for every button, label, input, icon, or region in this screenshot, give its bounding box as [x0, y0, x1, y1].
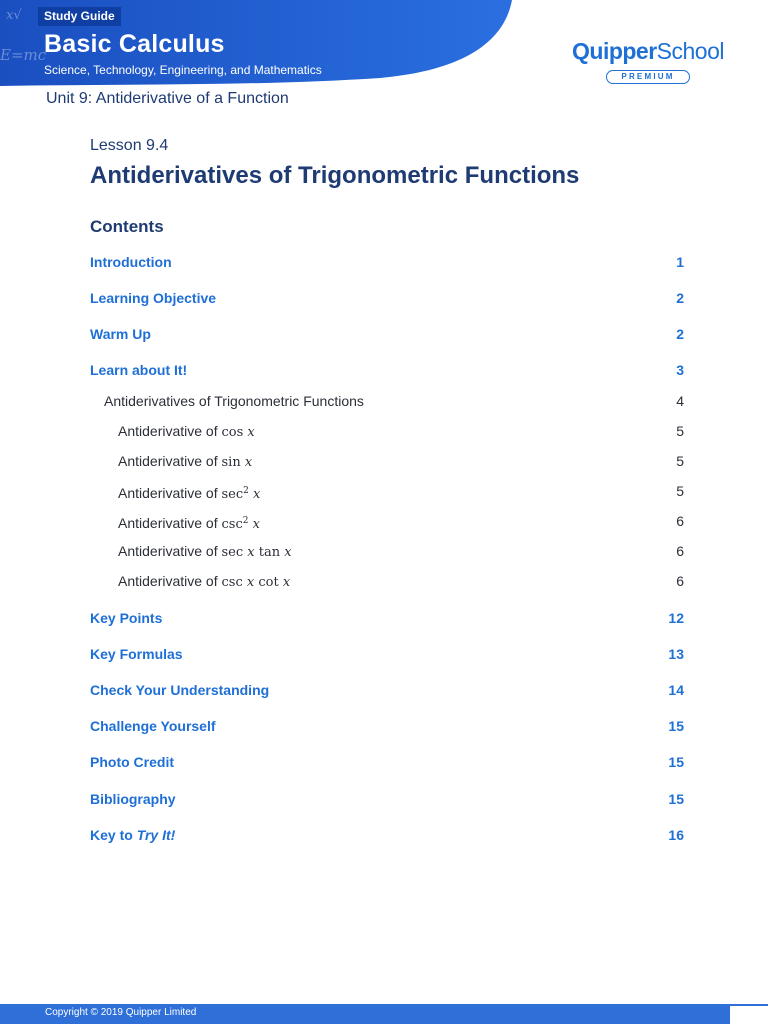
- course-title: Basic Calculus: [44, 30, 225, 58]
- toc-page-number: 4: [676, 393, 684, 409]
- toc-label: Check Your Understanding: [90, 682, 270, 698]
- study-guide-badge: Study Guide: [38, 7, 121, 26]
- toc-page-number: 15: [668, 718, 684, 734]
- toc-entry-antiderivative-csc-squared[interactable]: [118, 511, 684, 531]
- toc-entry-check-your-understanding[interactable]: [90, 680, 684, 700]
- copyright-text: Copyright © 2019 Quipper Limited: [45, 1007, 197, 1018]
- toc-page-number: 1: [676, 254, 684, 270]
- toc-page-number: 5: [676, 453, 684, 469]
- toc-label: Learning Objective: [90, 290, 217, 306]
- toc-label: Bibliography: [90, 791, 176, 807]
- toc-page-number: 13: [668, 646, 684, 662]
- toc-label: Antiderivative of: [118, 543, 218, 559]
- toc-entry-antiderivative-sin[interactable]: [118, 451, 684, 471]
- toc-label: Antiderivative of: [118, 515, 218, 531]
- toc-entry-antiderivatives-trig[interactable]: [104, 391, 684, 411]
- lesson-title: Antiderivatives of Trigonometric Functions: [90, 162, 580, 189]
- toc-label: Antiderivative of: [118, 453, 218, 469]
- toc-entry-antiderivative-csc-cot[interactable]: [118, 571, 684, 591]
- toc-entry-antiderivative-sec-tan[interactable]: [118, 541, 684, 561]
- toc-entry-antiderivative-sec-squared[interactable]: [118, 481, 684, 501]
- toc-label: Photo Credit: [90, 754, 174, 770]
- logo-brand: Quipper: [572, 38, 657, 64]
- toc-page-number: 5: [676, 423, 684, 439]
- toc-page-number: 3: [676, 362, 684, 378]
- toc-entry-key-points[interactable]: [90, 608, 684, 628]
- footer-divider: [730, 1004, 768, 1006]
- math-expression: sec x tan x: [221, 545, 292, 560]
- toc-label: Antiderivative of: [118, 573, 218, 589]
- toc-entry-introduction[interactable]: [90, 252, 684, 272]
- toc-label: Antiderivative of: [118, 485, 218, 501]
- toc-page-number: 2: [676, 290, 684, 306]
- toc-entry-bibliography[interactable]: [90, 789, 684, 809]
- math-expression: cos x: [221, 425, 255, 440]
- logo-wordmark: [572, 38, 724, 65]
- toc-label: Challenge Yourself: [90, 718, 216, 734]
- toc-page-number: 15: [668, 791, 684, 807]
- math-expression: csc x cot x: [221, 575, 291, 590]
- math-expression: sin x: [221, 455, 253, 470]
- toc-page-number: 6: [676, 573, 684, 589]
- toc-label: Warm Up: [90, 326, 151, 342]
- toc-page-number: 12: [668, 610, 684, 626]
- toc-entry-learn-about-it[interactable]: [90, 360, 684, 380]
- toc-page-number: 6: [676, 513, 684, 529]
- toc-entry-learning-objective[interactable]: [90, 288, 684, 308]
- toc-page-number: 5: [676, 483, 684, 499]
- toc-entry-warm-up[interactable]: [90, 324, 684, 344]
- toc-entry-key-to-try-it[interactable]: [90, 825, 684, 845]
- toc-label-italic: Try It!: [136, 827, 176, 843]
- toc-label: Key Points: [90, 610, 163, 626]
- toc-page-number: 15: [668, 754, 684, 770]
- unit-title: Unit 9: Antiderivative of a Function: [46, 90, 289, 107]
- toc-label: Key Formulas: [90, 646, 183, 662]
- footer-bar: [0, 1004, 730, 1024]
- toc-entry-key-formulas[interactable]: [90, 644, 684, 664]
- course-subtitle: Science, Technology, Engineering, and Mathematics: [44, 63, 322, 77]
- toc-label: Antiderivatives of Trigonometric Functions: [104, 393, 364, 409]
- toc-page-number: 2: [676, 326, 684, 342]
- premium-badge: PREMIUM: [606, 70, 690, 84]
- math-expression: $\sec^2 x$: [221, 486, 261, 502]
- toc-page-number: 16: [668, 827, 684, 843]
- toc-entry-challenge-yourself[interactable]: [90, 716, 684, 736]
- toc-label: Introduction: [90, 254, 172, 270]
- toc-label: Antiderivative of: [118, 423, 218, 439]
- math-expression: $\csc^2 x$: [221, 516, 260, 532]
- toc-label: Key to: [90, 827, 133, 843]
- formula-deco-1: x√: [6, 8, 22, 23]
- toc-page-number: 14: [668, 682, 684, 698]
- toc-label: Learn about It!: [90, 362, 188, 378]
- contents-heading: Contents: [90, 217, 164, 236]
- toc-page-number: 6: [676, 543, 684, 559]
- formula-deco-2: E=mc: [0, 46, 47, 64]
- lesson-label: Lesson 9.4: [90, 137, 169, 154]
- toc-entry-antiderivative-cos[interactable]: [118, 421, 684, 441]
- logo-school: School: [656, 38, 724, 64]
- quipper-school-logo: [572, 38, 728, 88]
- toc-entry-photo-credit[interactable]: [90, 752, 684, 772]
